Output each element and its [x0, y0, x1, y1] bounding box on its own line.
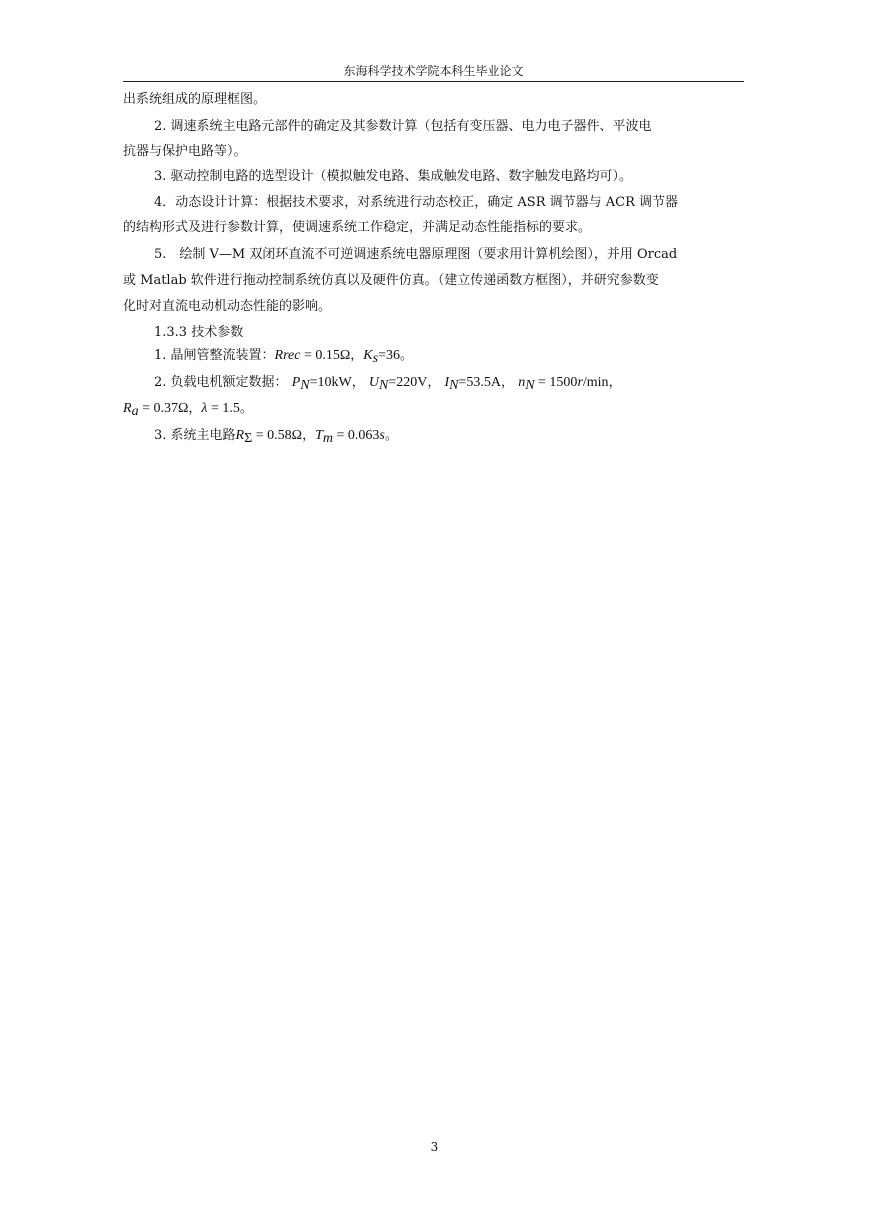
- comma: ，: [501, 375, 515, 390]
- paragraph-line: 或 Matlab 软件进行拖动控制系统仿真以及硬件仿真。（建立传递函数方框图），并研究参数变: [123, 273, 659, 288]
- param-item-2: [154, 373, 744, 393]
- lambda-value: = 1.5: [207, 401, 240, 416]
- tm-subscript: m: [322, 431, 334, 446]
- comma: ，: [302, 428, 316, 443]
- comma: ，: [188, 401, 202, 416]
- comma: ，: [427, 375, 441, 390]
- rsum-value: = 0.58Ω: [252, 428, 303, 443]
- nn-value: = 1500: [534, 375, 578, 390]
- param-label: 2. 负载电机额定数据：: [154, 375, 288, 390]
- ks-value: =36: [378, 348, 400, 363]
- page-header-title: 东海科学技术学院本科生毕业论文: [343, 64, 524, 78]
- param-label: 1. 晶闸管整流装置：: [154, 348, 275, 363]
- comma: ，: [608, 375, 622, 390]
- in-value: =53.5A: [458, 375, 502, 390]
- period: 。: [384, 428, 398, 443]
- period: 。: [239, 401, 253, 416]
- nn-unit-r: r: [577, 375, 583, 390]
- header-divider: [123, 81, 744, 82]
- tm-unit: s: [379, 428, 385, 443]
- comma: ，: [350, 348, 364, 363]
- section-heading: 1.3.3 技术参数: [154, 325, 244, 340]
- un-symbol: U: [368, 375, 379, 390]
- param-item-1: [154, 346, 744, 366]
- paragraph-line: 出系统组成的原理框图。: [123, 92, 267, 107]
- param-item-3: [154, 426, 744, 446]
- ra-symbol: R: [123, 401, 132, 416]
- paragraph-line: 3. 驱动控制电路的选型设计（模拟触发电路、集成触发电路、数字触发电路均可）。: [154, 169, 633, 184]
- ks-subscript: s: [372, 351, 379, 366]
- paragraph-line: 2. 调速系统主电路元部件的确定及其参数计算（包括有变压器、电力电子器件、平波电: [154, 119, 652, 134]
- ks-symbol: K: [363, 348, 373, 363]
- rrec-value: = 0.15Ω: [300, 348, 351, 363]
- comma: ，: [351, 375, 365, 390]
- period: 。: [400, 348, 414, 363]
- ra-value: = 0.37Ω: [138, 401, 189, 416]
- param-item-2-cont: [123, 399, 744, 419]
- paragraph-line: 化时对直流电动机动态性能的影响。: [123, 299, 332, 314]
- tm-symbol: T: [315, 428, 323, 443]
- nn-unit-rest: /min: [582, 375, 609, 390]
- paragraph-line: 5. 绘制 V—M 双闭环直流不可逆调速系统电器原理图（要求用计算机绘图），并用 Orcad: [154, 247, 678, 262]
- pn-symbol: P: [291, 375, 301, 390]
- paragraph-line: 的结构形式及进行参数计算，使调速系统工作稳定，并满足动态性能指标的要求。: [123, 220, 592, 235]
- pn-subscript: N: [300, 378, 310, 393]
- page-number: 3: [430, 1140, 439, 1154]
- lambda-symbol: λ: [201, 401, 208, 416]
- paragraph-line: 4．动态设计计算：根据技术要求，对系统进行动态校正，确定 ASR 调节器与 ACR 调节器: [154, 195, 679, 210]
- in-subscript: N: [449, 378, 459, 393]
- paragraph-line: 抗器与保护电路等）。: [123, 144, 247, 159]
- rsum-subscript: Σ: [244, 431, 253, 446]
- un-value: =220V: [388, 375, 428, 390]
- un-subscript: N: [378, 378, 389, 393]
- nn-symbol: n: [518, 375, 526, 390]
- tm-value: = 0.063: [333, 428, 380, 443]
- pn-value: =10kW: [309, 375, 352, 390]
- rsum-symbol: R: [235, 428, 245, 443]
- param-label: 3. 系统主电路: [154, 428, 236, 443]
- rrec-symbol: Rrec: [274, 348, 301, 363]
- nn-subscript: N: [525, 378, 535, 393]
- ra-subscript: a: [131, 404, 139, 419]
- in-symbol: I: [444, 375, 450, 390]
